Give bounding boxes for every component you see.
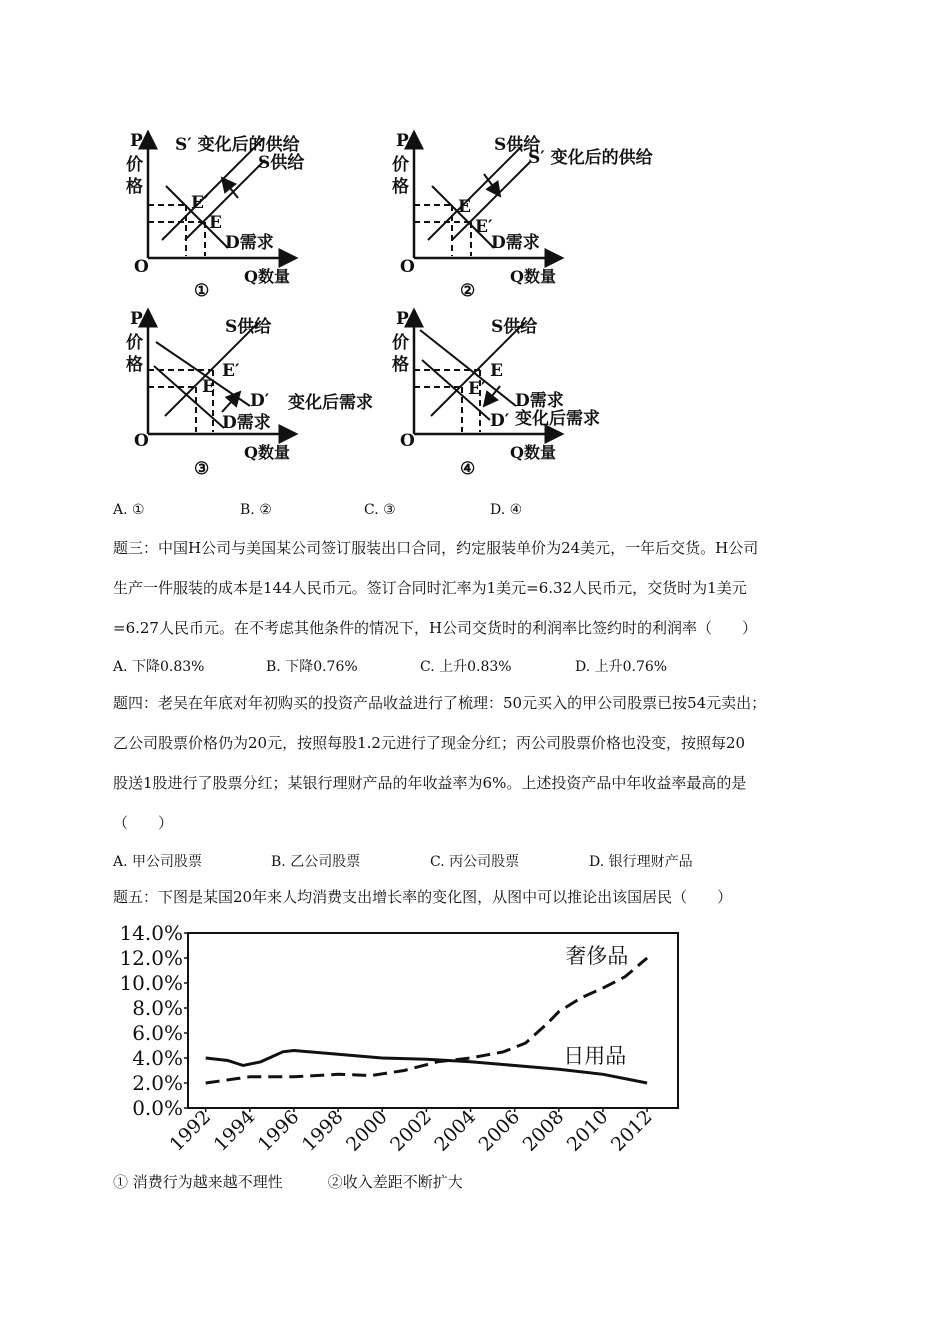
q5-line: 题五：下图是某国20年来人均消费支出增长率的变化图，从图中可以推论出该国居民（ ） [113, 888, 733, 906]
svg-text:P: P [396, 309, 409, 329]
e-label: E [209, 213, 222, 233]
shift-arrow [222, 392, 240, 412]
e-prime-label: E′ [191, 193, 209, 213]
svg-text:格: 格 [392, 177, 409, 197]
supply-demand-diagrams [0, 0, 950, 500]
option-b: B. ② [240, 502, 272, 518]
svg-text:Q数量: Q数量 [510, 267, 556, 286]
p-label: P [130, 131, 143, 151]
svg-text:Q数量: Q数量 [510, 443, 556, 462]
svg-text:D需求: D需求 [222, 413, 271, 433]
svg-text:O: O [400, 257, 415, 277]
legend-luxury: 奢侈品 [565, 944, 629, 968]
y-tick-label: 0.0% [132, 1096, 183, 1120]
svg-text:E: E [202, 377, 215, 397]
y-tick-label: 4.0% [132, 1046, 183, 1070]
svg-text:S供给: S供给 [225, 317, 272, 337]
x-tick-label: 2002 [386, 1105, 436, 1156]
q3-line-1: 题三：中国H公司与美国某公司签订服装出口合同，约定服装单价为24美元，一年后交货。H公司 [113, 539, 759, 557]
x-tick-label: 2012 [606, 1105, 657, 1156]
svg-text:E′: E′ [468, 379, 486, 399]
svg-text:P: P [130, 309, 143, 329]
legend-daily: 日用品 [563, 1044, 627, 1068]
svg-text:E: E [490, 361, 503, 381]
svg-text:变化后需求: 变化后需求 [288, 393, 373, 413]
option-a: A. ① [113, 502, 145, 518]
y-tick-label: 10.0% [119, 971, 183, 995]
diagram-number: ③ [194, 459, 210, 479]
svg-text:E: E [458, 197, 471, 217]
diagram-2 [392, 131, 653, 301]
demand-label: D需求 [225, 233, 274, 253]
y-tick-label: 14.0% [119, 921, 183, 945]
svg-text:D需求: D需求 [491, 233, 540, 253]
svg-text:变化后需求: 变化后需求 [515, 409, 600, 429]
x-tick-label: 2008 [518, 1105, 569, 1156]
x-tick-label: 2004 [430, 1105, 481, 1156]
q4-option-d: D. 银行理财产品 [589, 854, 693, 870]
q3-option-b: B. 下降0.76% [266, 659, 358, 675]
q4-option-a: A. 甲公司股票 [113, 854, 203, 870]
svg-text:D′: D′ [490, 411, 510, 431]
q-axis-label: Q数量 [244, 267, 290, 286]
q4-option-c: C. 丙公司股票 [430, 854, 520, 870]
svg-text:价: 价 [126, 155, 143, 175]
q3-option-d: D. 上升0.76% [575, 659, 668, 675]
svg-text:P: P [396, 131, 409, 151]
svg-text:S供给: S供给 [494, 135, 541, 155]
q3-option-c: C. 上升0.83% [420, 659, 512, 675]
svg-text:E′: E′ [475, 217, 493, 237]
svg-text:Q数量: Q数量 [244, 443, 290, 462]
option-c: C. ③ [364, 502, 396, 518]
svg-text:O: O [400, 431, 415, 451]
svg-text:价: 价 [392, 333, 409, 353]
y-tick-label: 2.0% [132, 1071, 183, 1095]
q4-line-4: （ ） [113, 814, 174, 832]
diagram-number: ④ [460, 459, 476, 479]
x-tick-label: 1994 [209, 1105, 260, 1156]
q4-line-1: 题四：老吴在年底对年初购买的投资产品收益进行了梳理：50元买入的甲公司股票已按54元卖出； [113, 694, 767, 712]
diagram-number: ① [194, 281, 210, 301]
option-d: D. ④ [490, 502, 523, 518]
shift-arrow [484, 386, 500, 406]
svg-text:E′: E′ [222, 361, 240, 381]
diagram-number: ② [460, 281, 476, 301]
q3-line-2: 生产一件服装的成本是144人民币元。签订合同时汇率为1美元=6.32人民币元，交货时为1美元 [113, 579, 747, 597]
svg-text:价: 价 [126, 333, 143, 353]
diagram-1 [126, 131, 304, 301]
x-tick-label: 2006 [474, 1105, 525, 1156]
svg-text:格: 格 [392, 355, 409, 375]
q4-option-b: B. 乙公司股票 [271, 854, 361, 870]
consumption-growth-chart [100, 915, 700, 1165]
svg-text:D需求: D需求 [515, 391, 564, 411]
x-tick-label: 1998 [297, 1105, 348, 1156]
origin-label: O [134, 257, 149, 277]
supply-label: S供给 [258, 153, 305, 173]
y-tick-label: 8.0% [132, 996, 183, 1020]
x-tick-label: 2000 [342, 1105, 392, 1156]
q5-statements: ① 消费行为越来越不理性 ②收入差距不断扩大 [113, 1173, 463, 1191]
y-tick-label: 12.0% [119, 946, 183, 970]
q4-line-2: 乙公司股票价格仍为20元，按照每股1.2元进行了现金分红；丙公司股票价格也没变，按照每20 [113, 734, 746, 752]
svg-text:S供给: S供给 [491, 317, 538, 337]
svg-text:S′ 变化后的供给: S′ 变化后的供给 [528, 148, 653, 168]
diagram-4 [392, 309, 600, 479]
svg-text:格: 格 [126, 177, 143, 197]
svg-text:D′: D′ [250, 391, 270, 411]
q4-line-3: 股送1股进行了股票分红；某银行理财产品的年收益率为6%。上述投资产品中年收益率最高的是 [113, 774, 747, 792]
svg-text:价: 价 [392, 155, 409, 175]
x-tick-label: 1996 [253, 1105, 304, 1156]
q3-option-a: A. 下降0.83% [113, 659, 205, 675]
q3-line-3: =6.27人民币元。在不考虑其他条件的情况下，H公司交货时的利润率比签约时的利润率（ ） [113, 619, 758, 637]
x-tick-label: 1992 [165, 1105, 216, 1156]
x-tick-label: 2010 [562, 1105, 613, 1156]
y-tick-label: 6.0% [132, 1021, 183, 1045]
diagram-3 [126, 309, 373, 479]
svg-text:格: 格 [126, 355, 143, 375]
svg-text:O: O [134, 431, 149, 451]
shifted-supply-label: S′ 变化后的供给 [175, 135, 300, 155]
